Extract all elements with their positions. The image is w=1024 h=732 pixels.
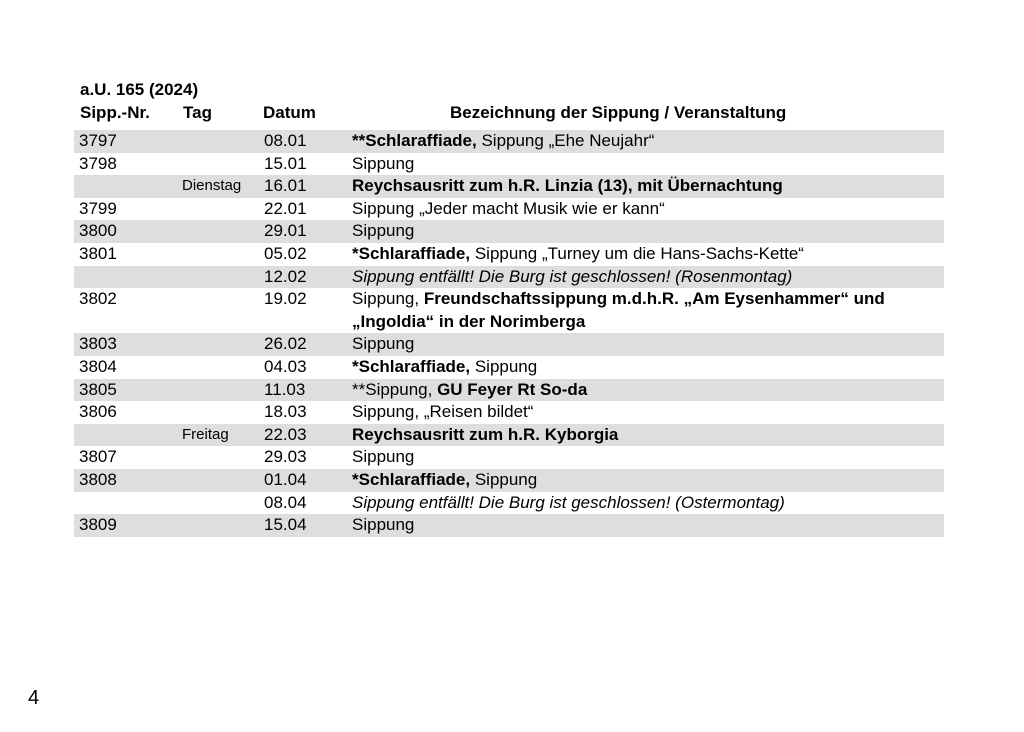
- sippung-number: 3805: [79, 379, 117, 399]
- event-description: [352, 243, 944, 266]
- description-segment: GU Feyer Rt So-da: [437, 379, 588, 399]
- date: 05.02: [264, 243, 307, 263]
- weekday: [176, 469, 264, 492]
- description-segment: Freundschaftssippung m.d.h.R. „Am Eysenhammer“ und „Ingoldia“ in der Norimberga: [352, 289, 885, 331]
- event-description: [352, 446, 944, 469]
- weekday: [176, 379, 264, 402]
- table-row: [74, 333, 944, 356]
- sippung-number: [74, 424, 176, 447]
- description-segment: *Schlaraffiade,: [352, 243, 471, 263]
- event-description: [352, 153, 944, 176]
- weekday: [176, 492, 264, 515]
- table-row: [74, 424, 944, 447]
- schedule-table: [74, 130, 944, 537]
- description-segment: **Sippung,: [352, 379, 438, 399]
- column-header-day: Tag: [183, 103, 212, 122]
- sippung-number: 3809: [79, 515, 117, 535]
- description-segment: Sippung, „Reisen bildet“: [352, 402, 534, 422]
- date: 26.02: [264, 334, 307, 354]
- description-segment: Sippung: [352, 515, 415, 535]
- sippung-number: 3799: [79, 198, 117, 218]
- event-description: [352, 220, 944, 243]
- description-segment: Sippung entfällt! Die Burg ist geschlossen! (Ostermontag): [352, 492, 785, 512]
- description-segment: Sippung „Ehe Neujahr“: [476, 131, 655, 150]
- weekday: [176, 446, 264, 469]
- sippung-number: 3797: [79, 131, 117, 150]
- weekday: [176, 356, 264, 379]
- weekday: [176, 266, 264, 289]
- date: 01.04: [264, 469, 307, 489]
- event-description: [352, 492, 944, 515]
- table-row: [74, 266, 944, 289]
- weekday: [176, 514, 264, 537]
- date: 15.01: [264, 153, 307, 173]
- event-description: [352, 424, 944, 447]
- description-segment: Sippung entfällt! Die Burg ist geschlossen! (Rosenmontag): [352, 266, 793, 286]
- date: 19.02: [264, 289, 307, 309]
- description-segment: Reychsausritt zum h.R. Linzia (13), mit Übernachtung: [352, 176, 783, 196]
- description-segment: Sippung: [470, 469, 538, 489]
- sippung-number: 3808: [79, 469, 117, 489]
- date: 29.03: [264, 447, 307, 467]
- table-row: [74, 492, 944, 515]
- description-segment: **Schlaraffiade,: [352, 131, 477, 150]
- description-segment: Sippung: [352, 334, 415, 354]
- date: 22.03: [264, 424, 307, 444]
- weekday: [176, 401, 264, 424]
- table-row: [74, 175, 944, 198]
- sippung-number: 3807: [79, 447, 117, 467]
- description-segment: Sippung „Jeder macht Musik wie er kann“: [352, 198, 665, 218]
- column-header-date: Datum: [263, 103, 316, 122]
- date: 11.03: [264, 379, 306, 399]
- table-row: [74, 446, 944, 469]
- table-row: [74, 514, 944, 537]
- event-description: [352, 401, 944, 424]
- event-description: [352, 379, 944, 402]
- event-description: [352, 266, 944, 289]
- page-number: 4: [28, 687, 40, 709]
- event-description: [352, 356, 944, 379]
- date: 15.04: [264, 515, 307, 535]
- document-year-heading: a.U. 165 (2024): [80, 80, 199, 99]
- sippung-number: 3806: [79, 402, 117, 422]
- description-segment: Sippung: [352, 221, 415, 241]
- date: 08.01: [264, 131, 307, 150]
- weekday: [176, 130, 264, 153]
- description-segment: Sippung „Turney um die Hans-Sachs-Kette“: [470, 243, 804, 263]
- weekday: [176, 243, 264, 266]
- weekday: [176, 153, 264, 176]
- column-header-number: Sipp.-Nr.: [80, 103, 150, 122]
- date: 08.04: [264, 492, 307, 512]
- table-row: [74, 130, 944, 153]
- table-row: [74, 220, 944, 243]
- table-row: [74, 198, 944, 221]
- table-row: [74, 153, 944, 176]
- event-description: [352, 514, 944, 537]
- description-segment: Sippung: [352, 153, 415, 173]
- description-segment: Sippung: [470, 356, 538, 376]
- table-row: [74, 379, 944, 402]
- table-row: [74, 288, 944, 333]
- sippung-number: 3798: [79, 153, 117, 173]
- weekday: Freitag: [182, 425, 229, 443]
- event-description: [352, 469, 944, 492]
- date: 16.01: [264, 176, 307, 196]
- table-row: [74, 469, 944, 492]
- date: 29.01: [264, 221, 307, 241]
- table-row: [74, 356, 944, 379]
- date: 22.01: [264, 198, 307, 218]
- description-segment: Sippung: [352, 447, 415, 467]
- table-row: [74, 401, 944, 424]
- sippung-number: 3802: [79, 289, 117, 309]
- sippung-number: 3800: [79, 221, 117, 241]
- column-header-description: Bezeichnung der Sippung / Veranstaltung: [450, 103, 787, 122]
- weekday: Dienstag: [182, 177, 242, 195]
- sippung-number: 3801: [79, 243, 117, 263]
- sippung-number: 3803: [79, 334, 117, 354]
- weekday: [176, 198, 264, 221]
- description-segment: Sippung,: [352, 289, 424, 309]
- sippung-number: [74, 175, 176, 198]
- event-description: [352, 333, 944, 356]
- sippung-number: 3804: [79, 356, 117, 376]
- date: 18.03: [264, 402, 307, 422]
- date: 04.03: [264, 356, 307, 376]
- description-segment: Reychsausritt zum h.R. Kyborgia: [352, 424, 619, 444]
- weekday: [176, 288, 264, 333]
- description-segment: *Schlaraffiade,: [352, 469, 471, 489]
- weekday: [176, 220, 264, 243]
- event-description: [352, 198, 944, 221]
- date: 12.02: [264, 266, 307, 286]
- description-segment: *Schlaraffiade,: [352, 356, 471, 376]
- sippung-number: [74, 266, 176, 289]
- weekday: [176, 333, 264, 356]
- event-description: [352, 130, 944, 153]
- sippung-number: [74, 492, 176, 515]
- event-description: [352, 288, 944, 333]
- event-description: [352, 175, 944, 198]
- table-row: [74, 243, 944, 266]
